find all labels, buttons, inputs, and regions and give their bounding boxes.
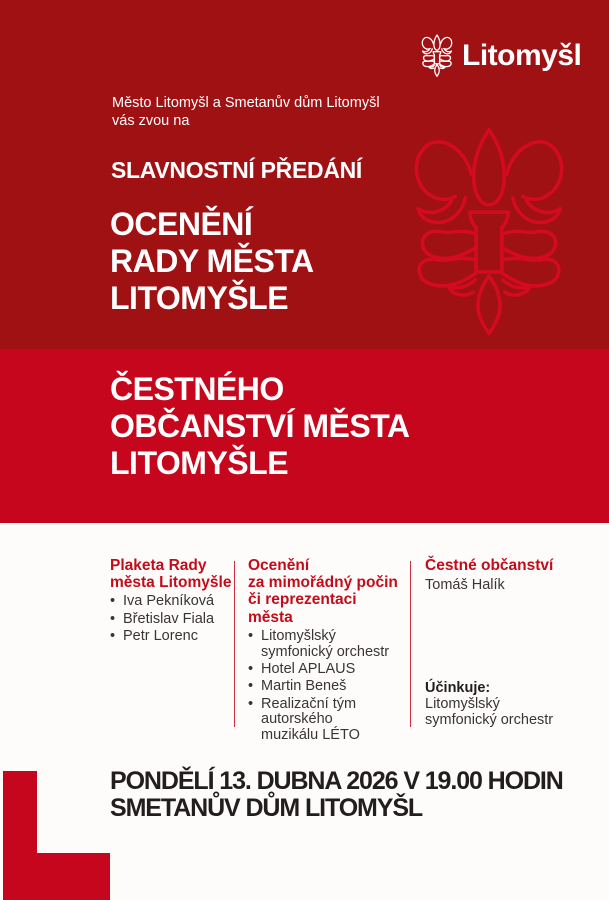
honoree-name: Tomáš Halík xyxy=(425,577,505,594)
column-cestne-obcanstvi xyxy=(425,557,595,593)
list-item-line: Břetislav Fiala xyxy=(123,610,215,627)
corner-l-shape-foot xyxy=(3,853,110,900)
list-item-line: symfonický orchestr xyxy=(261,643,390,660)
header-line: či reprezentaci města xyxy=(248,591,357,626)
list-item xyxy=(110,594,232,610)
bullet-icon: • xyxy=(248,695,254,712)
litomysl-logo xyxy=(421,34,581,77)
column-divider xyxy=(234,561,235,727)
bullet-icon: • xyxy=(110,593,116,610)
header-line: města Litomyšle xyxy=(110,574,232,592)
event-venue-line: SMETANŮV DŮM LITOMYŠL xyxy=(110,793,423,822)
list-item-line: Petr Lorenc xyxy=(123,628,198,644)
performer-line: symfonický orchestr xyxy=(425,711,554,728)
list-item-line: Realizační tým xyxy=(261,695,357,712)
list-item-line: Hotel APLAUS xyxy=(261,660,356,677)
bullet-icon: • xyxy=(248,678,254,695)
list-item xyxy=(110,629,232,645)
column-oceneni-header xyxy=(248,557,400,626)
list-item-line: Iva Pekníková xyxy=(123,593,215,610)
list-item-line: autorského xyxy=(261,711,333,728)
intro-text xyxy=(112,95,380,130)
litomysl-lily-logo-icon xyxy=(421,34,453,77)
bullet-icon: • xyxy=(110,610,116,627)
header-line: Čestné občanství xyxy=(425,557,554,574)
list-item-line: Martin Beneš xyxy=(261,678,347,695)
list-item xyxy=(248,662,400,678)
list-item xyxy=(110,612,232,628)
kicker-heading: SLAVNOSTNÍ PŘEDÁNÍ xyxy=(111,157,363,183)
event-date-venue xyxy=(110,768,563,821)
header-line: Plaketa Rady xyxy=(110,557,207,574)
award-title-line-1: OCENĚNÍ xyxy=(110,206,253,242)
column-cestne-header xyxy=(425,557,595,574)
performer-block xyxy=(425,681,553,728)
column-oceneni-list xyxy=(248,629,400,744)
bullet-icon: • xyxy=(248,627,254,644)
bullet-icon: • xyxy=(110,628,116,644)
intro-line-2: vás zvou na xyxy=(112,112,190,129)
bullet-icon: • xyxy=(248,660,254,677)
citizenship-title xyxy=(110,371,409,482)
citizenship-title-line-1: ČESTNÉHO xyxy=(110,371,284,407)
award-title-line-2: RADY MĚSTA xyxy=(110,243,314,279)
event-date-line: PONDĚLÍ 13. DUBNA 2026 V 19.00 HODIN xyxy=(110,767,563,795)
list-item-line: muzikálu LÉTO xyxy=(261,727,360,744)
intro-line-1: Město Litomyšl a Smetanův dům Litomyšl xyxy=(112,95,380,111)
citizenship-title-line-2: OBČANSTVÍ MĚSTA xyxy=(110,408,410,444)
list-item xyxy=(248,629,400,661)
logo-wordmark: Litomyšl xyxy=(462,39,582,72)
column-divider xyxy=(410,561,411,727)
column-plaketa-header xyxy=(110,557,232,591)
performer-line: Litomyšlský xyxy=(425,695,500,712)
performer-label: Účinkuje: xyxy=(425,680,491,696)
award-title xyxy=(110,206,314,317)
list-item xyxy=(248,679,400,695)
column-oceneni xyxy=(248,557,400,744)
column-plaketa-list xyxy=(110,594,232,644)
award-title-line-3: LITOMYŠLE xyxy=(110,280,289,316)
litomysl-lily-watermark-icon xyxy=(410,124,568,338)
header-line: Ocenění xyxy=(248,557,310,574)
column-plaketa xyxy=(110,557,232,645)
citizenship-title-line-3: LITOMYŠLE xyxy=(110,445,289,481)
header-line: za mimořádný počin xyxy=(248,574,398,592)
list-item xyxy=(248,697,400,744)
list-item-line: Litomyšlský xyxy=(261,627,336,644)
